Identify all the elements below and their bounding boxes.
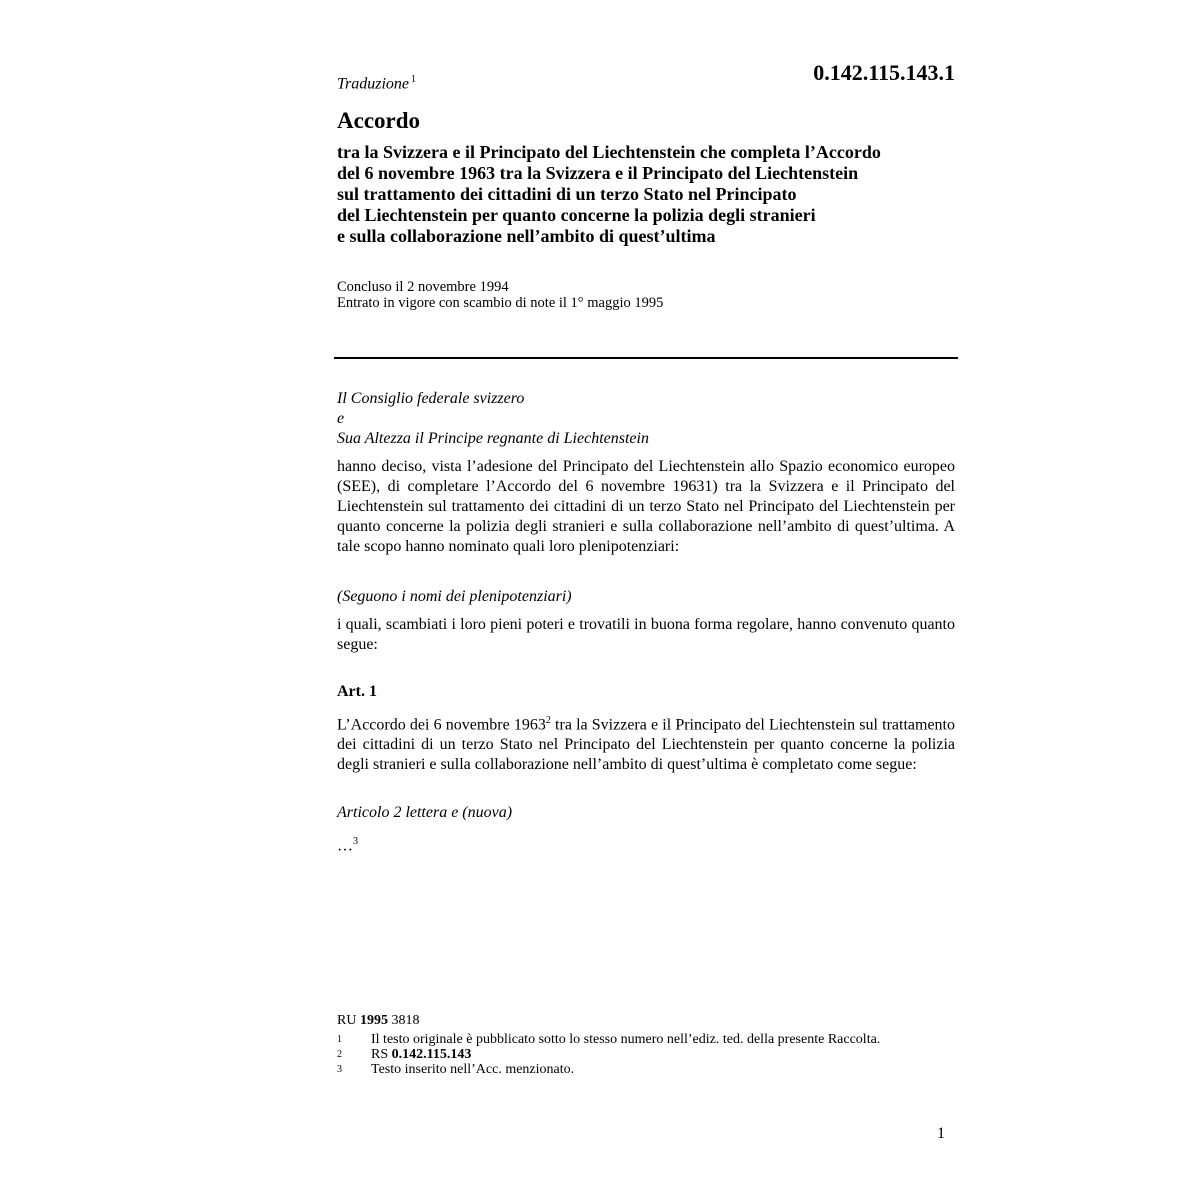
article-1-text-end: tra la Svizzera e il Principato del Liechtenstein sul trattamento dei cittadini di un terzo Stato nel Principato del Liechtenstein per quanto concerne la polizia degli stranieri e sulla collaborazione nell’ambito di quest’ultima è completato come segue:	[337, 716, 955, 774]
concluded-date: Concluso il 2 novembre 1994	[337, 279, 509, 295]
preamble-agreement: i quali, scambiati i loro pieni poteri e trovatili in buona forma regolare, hanno convenuto quanto segue:	[337, 616, 955, 653]
horizontal-rule	[334, 357, 958, 359]
article-1-text-start: L’Accordo dei 6 novembre 1963	[337, 716, 546, 734]
footnote-ref-3[interactable]: 3	[353, 836, 358, 847]
footnote-ref-1[interactable]: 1	[411, 74, 417, 85]
preamble-plenipotentiaries: (Seguono i nomi dei plenipotenziari)	[337, 588, 572, 605]
ru-year: 1995	[359, 1013, 388, 1028]
subtitle-line: e sulla collaborazione nell’ambito di quest’ultima	[337, 226, 716, 246]
footnote-3	[337, 1062, 937, 1077]
translation-text: Traduzione	[337, 75, 410, 93]
footnote-prefix: RS	[371, 1047, 389, 1062]
preamble-decision: hanno deciso, vista l’adesione del Principato del Liechtenstein allo Spazio economico europeo (SEE), di completare l’Accordo del 6 novembre 19631) tra la Svizzera e il Principato del Liechtenstein sul trattamento dei cittadini di un terzo Stato nel Principato del Liechtenstein per quanto concerne la polizia degli stranieri e sulla collaborazione nell’ambito di quest’ultima. A tale scopo hanno nominato quali loro plenipotenziari:	[337, 458, 955, 555]
ru-prefix: RU	[337, 1013, 357, 1028]
in-force-date: Entrato in vigore con scambio di note il 1° maggio 1995	[337, 295, 664, 311]
page-number: 1	[937, 1125, 945, 1142]
preamble-party-1: Il Consiglio federale svizzero	[337, 390, 525, 407]
dates-block	[337, 279, 663, 311]
preamble-conjunction: e	[337, 410, 345, 427]
preamble-party-2: Sua Altezza il Principe regnante di Liechtenstein	[337, 430, 649, 447]
footnote-2	[337, 1047, 937, 1062]
omitted-text	[337, 832, 955, 856]
subtitle-line: tra la Svizzera e il Principato del Liechtenstein che completa l’Accordo	[337, 142, 881, 162]
ellipsis: …	[337, 837, 353, 855]
subtitle-line: del Liechtenstein per quanto concerne la polizia degli stranieri	[337, 205, 816, 225]
translation-label	[337, 74, 416, 93]
sr-number: 0.142.115.143.1	[813, 60, 955, 85]
footnote-number: 3	[337, 1064, 342, 1075]
footnotes	[337, 1032, 937, 1077]
subtitle-line: del 6 novembre 1963 tra la Svizzera e il Principato del Liechtenstein	[337, 163, 859, 183]
footnote-text: Testo inserito nell’Acc. menzionato.	[371, 1062, 575, 1077]
document-title: Accordo	[337, 108, 421, 133]
footnote-bold: 0.142.115.143	[391, 1047, 472, 1062]
footnote-text: Il testo originale è pubblicato sotto lo stesso numero nell’ediz. ted. della presente Raccolta.	[371, 1032, 881, 1047]
ru-reference	[337, 1013, 937, 1028]
subtitle-line: sul trattamento dei cittadini di un terzo Stato nel Principato	[337, 184, 797, 204]
article-1-heading: Art. 1	[337, 683, 377, 700]
article-1-text	[337, 711, 955, 775]
footnote-number: 1	[337, 1034, 342, 1045]
footnote-1	[337, 1032, 937, 1047]
footnote-number: 2	[337, 1049, 342, 1060]
article-subheading: Articolo 2 lettera e (nuova)	[337, 804, 513, 821]
footnote-ref-2[interactable]: 2	[545, 715, 551, 726]
ru-page: 3818	[391, 1013, 420, 1028]
footnote-text	[371, 1047, 937, 1062]
document-subtitle	[337, 142, 977, 247]
